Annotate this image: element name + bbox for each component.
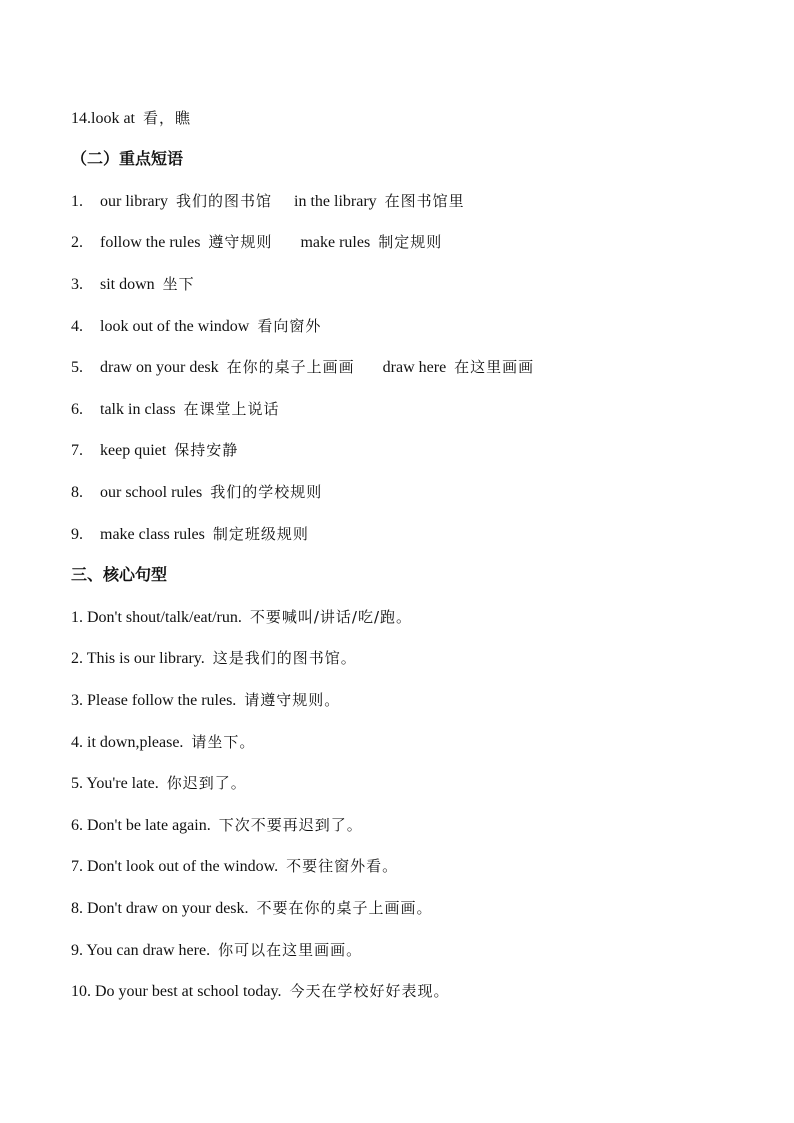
sentence-en: 7. Don't look out of the window. — [71, 858, 279, 875]
phrase-number: 1. — [71, 193, 83, 210]
sentence-en: 10. Do your best at school today. — [71, 983, 282, 1000]
phrase-en: keep quiet — [100, 442, 167, 459]
phrase-item — [71, 230, 442, 254]
sentence-cn: 你可以在这里画画。 — [218, 941, 363, 959]
phrase-number: 7. — [71, 442, 83, 459]
sentence-item — [71, 896, 433, 920]
phrase-en: sit down — [100, 276, 155, 293]
phrase-item — [71, 189, 465, 213]
sentence-item — [71, 813, 363, 837]
phrase-number: 6. — [71, 401, 83, 418]
phrase-cn: 遵守规则 — [208, 233, 273, 251]
phrase-en: our library — [100, 193, 168, 210]
phrase-item — [71, 397, 280, 421]
phrase-item — [71, 438, 238, 462]
phrases-heading: （二）重点短语 — [71, 149, 184, 168]
phrase-item — [71, 522, 309, 546]
phrase-cn-2: 在这里画画 — [454, 358, 535, 376]
sentence-en: 6. Don't be late again. — [71, 817, 211, 834]
phrase-number: 3. — [71, 276, 83, 293]
sentence-item — [71, 979, 450, 1003]
sentence-en: 9. You can draw here. — [71, 942, 211, 959]
phrase-en: our school rules — [100, 484, 203, 501]
phrase-en-2: make rules — [300, 234, 371, 251]
sentence-item — [71, 688, 340, 712]
phrase-en: draw on your desk — [100, 359, 219, 376]
sentence-item — [71, 938, 362, 962]
sentence-item — [71, 730, 255, 754]
phrase-cn: 我们的学校规则 — [210, 483, 323, 501]
sentence-item — [71, 605, 412, 629]
sentence-cn: 请遵守规则。 — [244, 691, 341, 709]
vocab-item-14 — [71, 106, 191, 130]
phrase-item — [71, 480, 322, 504]
phrase-item — [71, 272, 195, 296]
phrase-cn: 保持安静 — [174, 441, 239, 459]
phrase-item — [71, 314, 321, 338]
sentence-cn: 不要在你的桌子上画画。 — [256, 899, 433, 917]
sentence-cn: 请坐下。 — [191, 733, 256, 751]
phrase-en-2: in the library — [294, 193, 377, 210]
phrase-number: 2. — [71, 234, 83, 251]
phrase-cn: 看向窗外 — [257, 317, 322, 335]
phrase-cn: 在你的桌子上画画 — [226, 358, 355, 376]
phrase-en: make class rules — [100, 526, 205, 543]
phrase-en: follow the rules — [100, 234, 201, 251]
sentence-en: 2. This is our library. — [71, 650, 205, 667]
phrase-number: 8. — [71, 484, 83, 501]
sentence-en: 1. Don't shout/talk/eat/run. — [71, 609, 242, 626]
sentence-cn: 不要往窗外看。 — [286, 857, 399, 875]
phrase-number: 9. — [71, 526, 83, 543]
phrase-cn: 我们的图书馆 — [175, 192, 272, 210]
phrase-number: 5. — [71, 359, 83, 376]
phrase-en: talk in class — [100, 401, 176, 418]
sentence-cn: 今天在学校好好表现。 — [289, 982, 450, 1000]
sentence-cn: 这是我们的图书馆。 — [212, 649, 357, 667]
phrase-cn: 在课堂上说话 — [183, 400, 280, 418]
sentence-cn: 不要喊叫/讲话/吃/跑。 — [249, 608, 413, 626]
sentence-cn: 下次不要再迟到了。 — [218, 816, 363, 834]
phrase-item — [71, 355, 534, 379]
sentence-cn: 你迟到了。 — [166, 774, 247, 792]
phrase-number: 4. — [71, 318, 83, 335]
sentence-en: 8. Don't draw on your desk. — [71, 900, 249, 917]
sentence-item — [71, 771, 247, 795]
sentence-en: 4. it down,please. — [71, 734, 184, 751]
sentence-en: 3. Please follow the rules. — [71, 692, 237, 709]
vocab-en: 14.look at — [71, 110, 135, 127]
phrase-cn-2: 在图书馆里 — [384, 192, 465, 210]
phrase-cn: 制定班级规则 — [212, 525, 309, 543]
phrase-en-2: draw here — [382, 359, 447, 376]
phrase-cn-2: 制定规则 — [378, 233, 443, 251]
phrase-en: look out of the window — [100, 318, 250, 335]
sentences-heading: 三、核心句型 — [71, 565, 168, 584]
sentence-en: 5. You're late. — [71, 775, 159, 792]
sentence-item — [71, 854, 398, 878]
vocab-cn: 看，瞧 — [143, 109, 192, 127]
sentence-item — [71, 646, 357, 670]
phrase-cn: 坐下 — [162, 275, 195, 293]
